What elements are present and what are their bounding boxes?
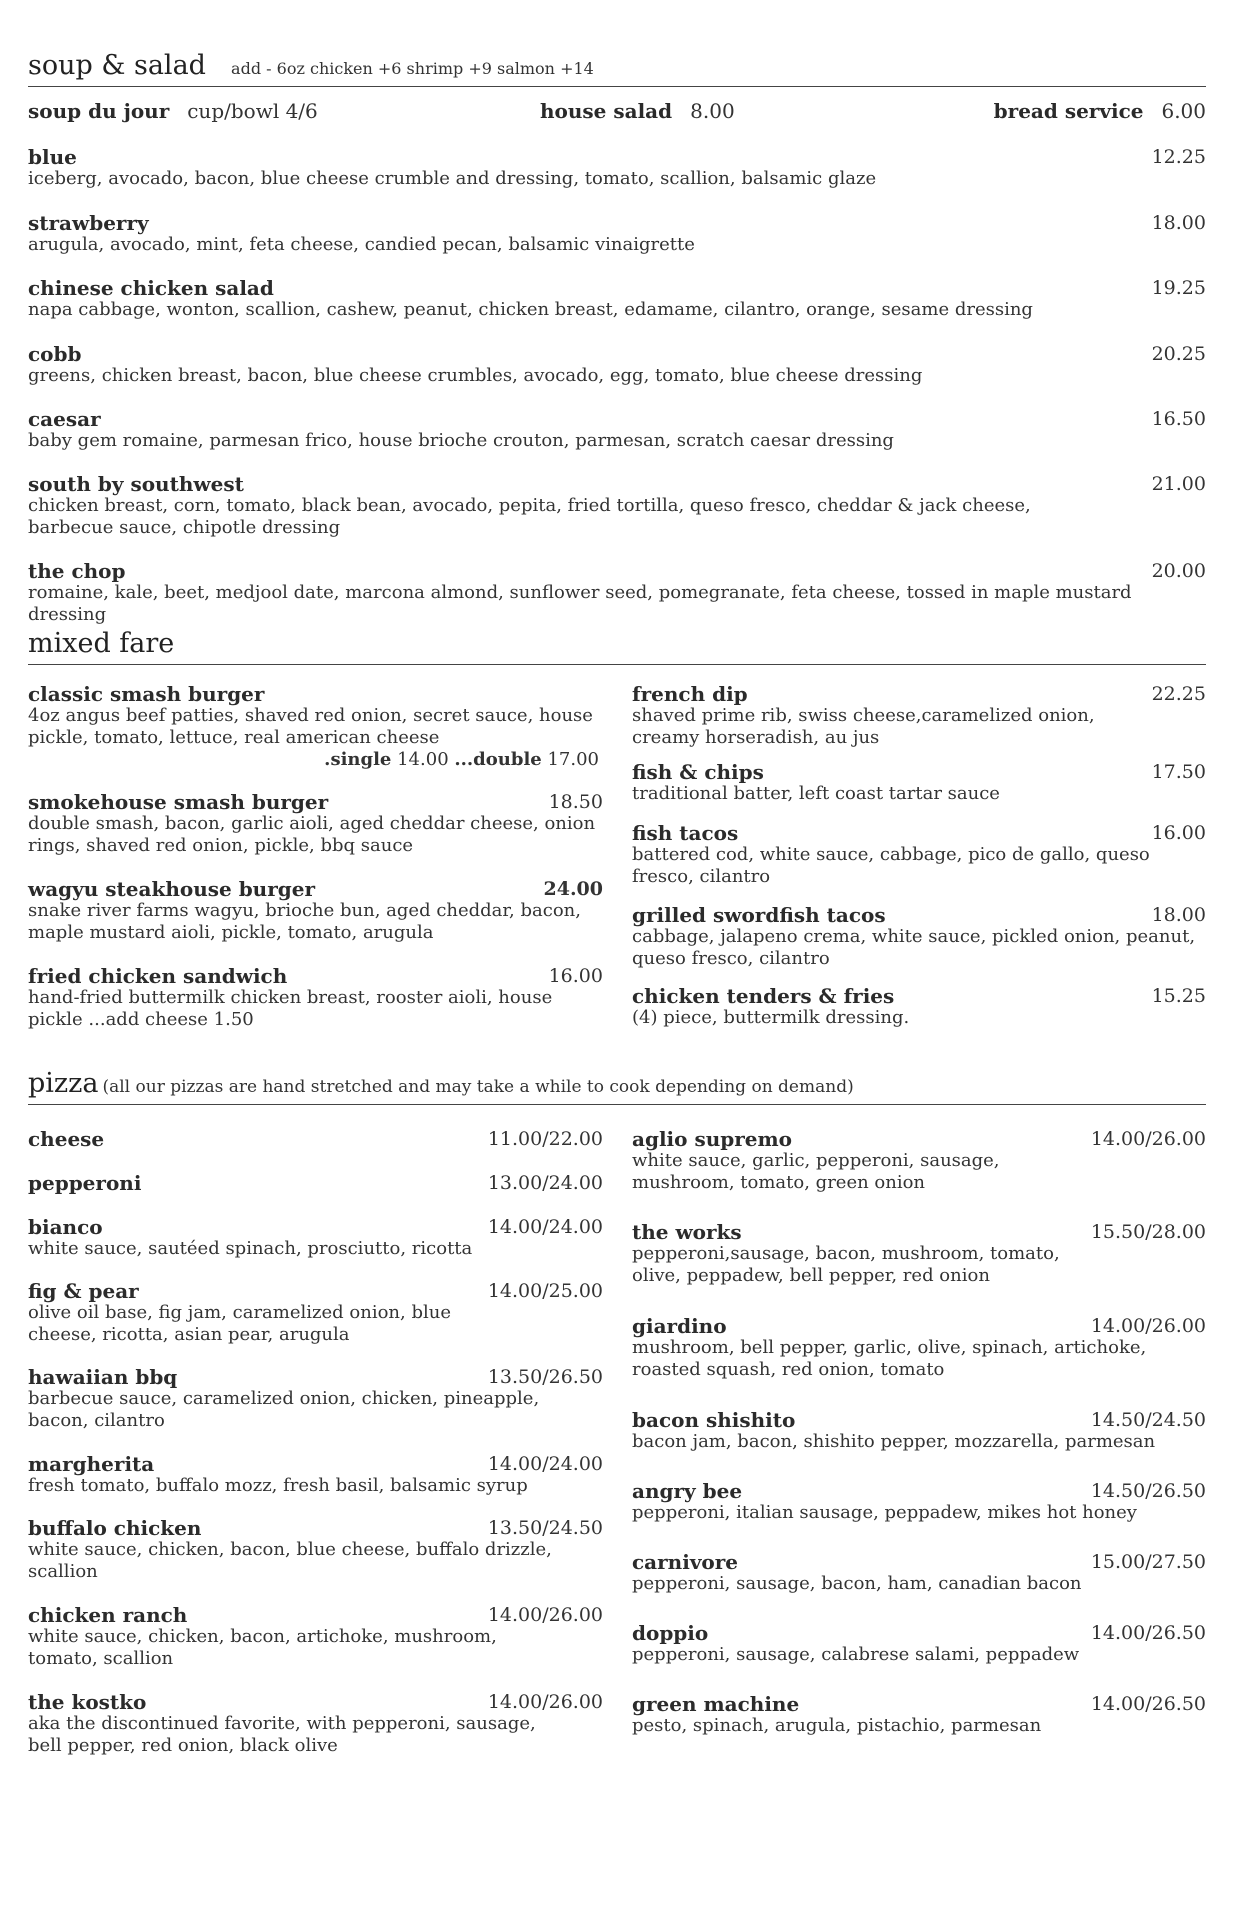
pizza-item-bianco [28, 1216, 603, 1260]
item-price: 14.50/26.50 [1090, 1480, 1206, 1502]
soup-row [28, 99, 1206, 129]
single-label: .single [324, 749, 392, 770]
item-price: 14.00/24.00 [487, 1216, 603, 1238]
item-name: grilled swordfish tacos [632, 903, 886, 927]
item-name: the kostko [28, 1690, 147, 1714]
pizza-header [28, 1068, 1206, 1105]
menu-item-south-by-southwest [28, 473, 1206, 539]
item-name: angry bee [632, 1479, 743, 1503]
menu-item-smokehouse-smash-burger [28, 791, 603, 857]
pizza-item-cheese [28, 1128, 603, 1150]
item-desc: white sauce, chicken, bacon, artichoke, mushroom, tomato, scallion [28, 1626, 497, 1669]
item-desc: greens, chicken breast, bacon, blue cheese crumbles, avocado, egg, tomato, blue cheese dressing [28, 365, 923, 386]
item-name: south by southwest [28, 472, 244, 496]
menu-item-cobb [28, 343, 1206, 387]
item-name: carnivore [632, 1550, 739, 1574]
item-name: cheese [28, 1127, 105, 1151]
item-desc: cabbage, jalapeno crema, white sauce, pickled onion, peanut, queso fresco, cilantro [632, 926, 1196, 969]
item-price: 18.00 [1151, 904, 1206, 926]
menu-page [28, 0, 1206, 1920]
item-name: hawaiian bbq [28, 1365, 178, 1389]
double-label: ...double [454, 749, 542, 770]
item-desc: arugula, avocado, mint, feta cheese, candied pecan, balsamic vinaigrette [28, 234, 695, 255]
item-name: french dip [632, 682, 748, 706]
menu-item-the-chop [28, 560, 1206, 626]
pizza-item-fig-and-pear [28, 1280, 603, 1346]
pizza-note: (all our pizzas are hand stretched and may take a while to cook depending on demand) [102, 1077, 854, 1097]
menu-item-chicken-tenders [632, 985, 1206, 1029]
item-desc: shaved prime rib, swiss cheese,caramelized onion, creamy horseradish, au jus [632, 705, 1095, 748]
item-name: strawberry [28, 211, 149, 235]
item-name: chinese chicken salad [28, 276, 274, 300]
item-name: pepperoni [28, 1171, 142, 1195]
item-price: 19.25 [1151, 277, 1206, 299]
soup-salad-addons: add - 6oz chicken +6 shrimp +9 salmon +14 [231, 59, 594, 78]
item-desc: bacon jam, bacon, shishito pepper, mozzarella, parmesan [632, 1431, 1156, 1452]
item-name: margherita [28, 1452, 155, 1476]
item-desc: pepperoni, sausage, bacon, ham, canadian bacon [632, 1573, 1082, 1594]
pizza-title: pizza [28, 1068, 99, 1099]
item-desc: white sauce, sautéed spinach, prosciutto, ricotta [28, 1238, 473, 1259]
pizza-item-pepperoni [28, 1172, 603, 1194]
item-name: fried chicken sandwich [28, 964, 288, 988]
item-name: fish tacos [632, 821, 739, 845]
pizza-item-bacon-shishito [632, 1409, 1206, 1453]
bread-service-value: 6.00 [1161, 99, 1206, 123]
item-price: 14.00/26.00 [487, 1691, 603, 1713]
item-price: 14.00/26.00 [1090, 1128, 1206, 1150]
item-price: 13.50/24.50 [487, 1517, 603, 1539]
item-price: 13.00/24.00 [487, 1172, 603, 1194]
item-desc: pepperoni,sausage, bacon, mushroom, tomato, olive, peppadew, bell pepper, red onion [632, 1243, 1060, 1286]
item-price: 21.00 [1151, 473, 1206, 495]
menu-item-french-dip [632, 683, 1206, 749]
item-desc: hand-fried buttermilk chicken breast, rooster aioli, house pickle ...add cheese 1.50 [28, 987, 553, 1030]
menu-item-fish-and-chips [632, 761, 1206, 805]
item-name: the chop [28, 559, 126, 583]
pizza-item-giardino [632, 1315, 1206, 1381]
menu-item-wagyu-steakhouse-burger [28, 878, 603, 944]
item-price: 16.00 [1151, 822, 1206, 844]
item-name: cobb [28, 342, 82, 366]
soup-label: soup du jour [28, 99, 170, 123]
item-desc: baby gem romaine, parmesan frico, house brioche crouton, parmesan, scratch caesar dressing [28, 430, 894, 451]
item-name: chicken tenders & fries [632, 984, 895, 1008]
item-price: 22.25 [1151, 683, 1206, 705]
item-desc: chicken breast, corn, tomato, black bean, avocado, pepita, fried tortilla, queso fresco, cheddar & jack cheese, barbecue sauce, chipotle dressing [28, 495, 1031, 538]
item-name: fish & chips [632, 760, 764, 784]
item-price: 14.00/24.00 [487, 1453, 603, 1475]
item-desc: pepperoni, sausage, calabrese salami, peppadew [632, 1644, 1080, 1665]
menu-item-caesar [28, 408, 1206, 452]
pizza-item-hawaiian-bbq [28, 1366, 603, 1432]
item-price: 14.00/26.50 [1090, 1622, 1206, 1644]
item-desc: napa cabbage, wonton, scallion, cashew, peanut, chicken breast, edamame, cilantro, orange, sesame dressing [28, 299, 1033, 320]
item-desc: white sauce, chicken, bacon, blue cheese, buffalo drizzle, scallion [28, 1539, 552, 1582]
burger-size-prices [28, 749, 603, 771]
item-name: the works [632, 1220, 742, 1244]
house-salad-label: house salad [540, 99, 673, 123]
item-desc: olive oil base, fig jam, caramelized onion, blue cheese, ricotta, asian pear, arugula [28, 1302, 451, 1345]
item-name: classic smash burger [28, 682, 265, 706]
item-name: blue [28, 145, 77, 169]
item-desc: pesto, spinach, arugula, pistachio, parmesan [632, 1715, 1042, 1736]
item-name: buffalo chicken [28, 1516, 202, 1540]
item-price: 18.50 [548, 791, 603, 813]
double-price: 17.00 [547, 749, 599, 770]
item-price: 14.50/24.50 [1090, 1409, 1206, 1431]
item-price: 13.50/26.50 [487, 1366, 603, 1388]
menu-item-fried-chicken-sandwich [28, 965, 603, 1031]
soup-salad-title: soup & salad [28, 50, 206, 81]
item-name: aglio supremo [632, 1127, 792, 1151]
item-desc: battered cod, white sauce, cabbage, pico de gallo, queso fresco, cilantro [632, 844, 1150, 887]
item-price: 14.00/25.00 [487, 1280, 603, 1302]
item-price: 12.25 [1151, 146, 1206, 168]
item-price: 18.00 [1151, 212, 1206, 234]
menu-item-strawberry [28, 212, 1206, 256]
pizza-item-green-machine [632, 1693, 1206, 1737]
item-desc: romaine, kale, beet, medjool date, marcona almond, sunflower seed, pomegranate, feta cheese, tossed in maple mustard dressing [28, 582, 1132, 625]
item-price: 20.00 [1151, 560, 1206, 582]
item-desc: white sauce, garlic, pepperoni, sausage, mushroom, tomato, green onion [632, 1150, 1000, 1193]
item-price: 14.00/26.50 [1090, 1693, 1206, 1715]
item-name: bacon shishito [632, 1408, 796, 1432]
item-price: 15.50/28.00 [1090, 1221, 1206, 1243]
pizza-item-angry-bee [632, 1480, 1206, 1524]
bread-service-label: bread service [993, 99, 1144, 123]
menu-item-chinese-chicken-salad [28, 277, 1206, 321]
item-name: fig & pear [28, 1279, 139, 1303]
item-desc: pepperoni, italian sausage, peppadew, mikes hot honey [632, 1502, 1137, 1523]
mixed-fare-header [28, 628, 1206, 665]
item-name: green machine [632, 1692, 800, 1716]
item-desc: barbecue sauce, caramelized onion, chicken, pineapple, bacon, cilantro [28, 1388, 540, 1431]
item-price: 24.00 [543, 878, 603, 900]
pizza-item-carnivore [632, 1551, 1206, 1595]
pizza-item-buffalo-chicken [28, 1517, 603, 1583]
item-desc: 4oz angus beef patties, shaved red onion, secret sauce, house pickle, tomato, lettuce, real american cheese [28, 705, 593, 748]
item-desc: traditional batter, left coast tartar sauce [632, 783, 1000, 804]
item-desc: fresh tomato, buffalo mozz, fresh basil, balsamic syrup [28, 1475, 528, 1496]
item-price: 16.50 [1151, 408, 1206, 430]
item-name: doppio [632, 1621, 709, 1645]
item-price: 16.00 [548, 965, 603, 987]
item-name: chicken ranch [28, 1603, 188, 1627]
item-price: 17.50 [1151, 761, 1206, 783]
item-price: 14.00/26.00 [1090, 1315, 1206, 1337]
item-price: 15.25 [1151, 985, 1206, 1007]
item-price: 15.00/27.50 [1090, 1551, 1206, 1573]
menu-item-fish-tacos [632, 822, 1206, 888]
item-name: caesar [28, 407, 101, 431]
single-price: 14.00 [397, 749, 449, 770]
menu-item-blue [28, 146, 1206, 190]
pizza-item-chicken-ranch [28, 1604, 603, 1670]
pizza-item-doppio [632, 1622, 1206, 1666]
menu-item-classic-smash-burger [28, 683, 603, 771]
item-name: smokehouse smash burger [28, 790, 329, 814]
item-name: wagyu steakhouse burger [28, 877, 316, 901]
house-salad-value: 8.00 [690, 99, 735, 123]
pizza-item-aglio-supremo [632, 1128, 1206, 1194]
item-desc: snake river farms wagyu, brioche bun, aged cheddar, bacon, maple mustard aioli, pickle, tomato, arugula [28, 900, 581, 943]
mixed-fare-title: mixed fare [28, 628, 175, 659]
pizza-item-the-works [632, 1221, 1206, 1287]
item-desc: aka the discontinued favorite, with pepperoni, sausage, bell pepper, red onion, black olive [28, 1713, 536, 1756]
item-name: giardino [632, 1314, 727, 1338]
pizza-item-margherita [28, 1453, 603, 1497]
soup-salad-header [28, 50, 1206, 87]
item-desc: (4) piece, buttermilk dressing. [632, 1007, 910, 1028]
menu-item-grilled-swordfish-tacos [632, 904, 1206, 970]
item-desc: double smash, bacon, garlic aioli, aged cheddar cheese, onion rings, shaved red onion, pickle, bbq sauce [28, 813, 596, 856]
item-desc: mushroom, bell pepper, garlic, olive, spinach, artichoke, roasted squash, red onion, tomato [632, 1337, 1147, 1380]
item-price: 20.25 [1151, 343, 1206, 365]
item-name: bianco [28, 1215, 103, 1239]
item-price: 11.00/22.00 [487, 1128, 603, 1150]
soup-value: cup/bowl 4/6 [187, 99, 318, 123]
pizza-item-the-kostko [28, 1691, 603, 1757]
item-price: 14.00/26.00 [487, 1604, 603, 1626]
item-desc: iceberg, avocado, bacon, blue cheese crumble and dressing, tomato, scallion, balsamic glaze [28, 168, 877, 189]
